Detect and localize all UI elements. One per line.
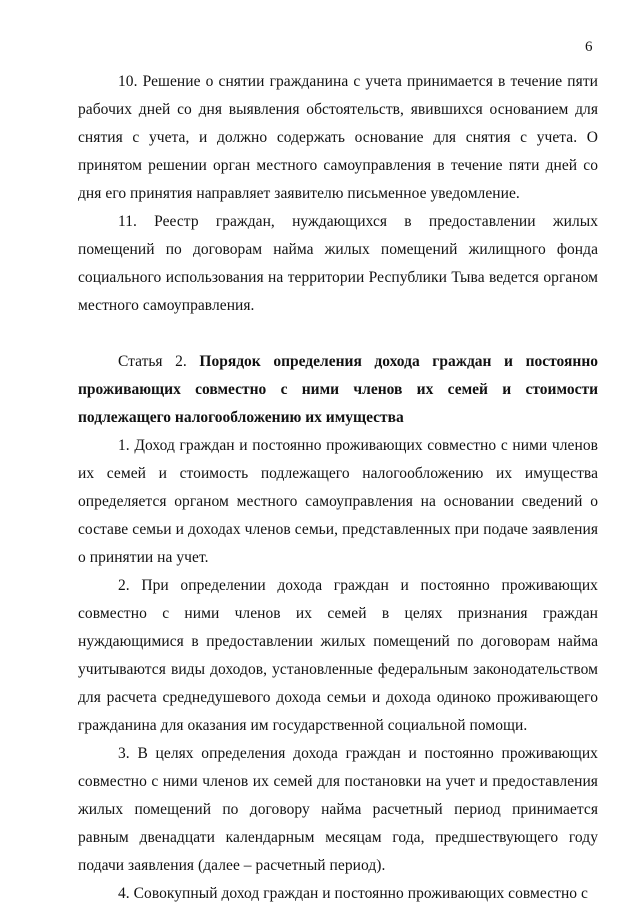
article-paragraph-2: 2. При определении дохода граждан и постоянно проживающих совместно с ними членов их семей в целях признания граждан нуждающимися в предоставлении жилых помещений по договорам найма учитываются виды доходов, установленные федеральным законодательством для расчета среднедушевого дохода семьи и дохода одиноко проживающего гражданина для оказания им государственной социальной помощи. — [78, 577, 598, 734]
article-paragraph-4: 4. Совокупный доход граждан и постоянно проживающих совместно с — [118, 885, 588, 902]
article-heading — [78, 348, 598, 432]
article-title: Порядок определения дохода граждан и постоянно проживающих совместно с ними членов их семей и стоимости подлежащего налогообложению их имущества — [78, 353, 599, 426]
section-spacer — [78, 320, 598, 348]
document-body — [78, 68, 598, 908]
article-paragraph-1: 1. Доход граждан и постоянно проживающих совместно с ними членов их семей и стоимость подлежащего налогообложению их имущества определяется органом местного самоуправления на основании сведений о составе семьи и доходах членов семьи, представленных при подаче заявления о принятии на учет. — [78, 437, 598, 566]
article-label: Статья 2. — [118, 353, 187, 370]
paragraph-10: 10. Решение о снятии гражданина с учета принимается в течение пяти рабочих дней со дня выявления обстоятельств, явившихся основанием для снятия с учета, и должно содержать основание для снятия с учета. О принятом решении орган местного самоуправления в течение пяти дней со дня его принятия направляет заявителю письменное уведомление. — [78, 73, 598, 202]
article-paragraph-3: 3. В целях определения дохода граждан и постоянно проживающих совместно с ними членов их семей для постановки на учет и предоставления жилых помещений по договору найма расчетный период принимается равным двенадцати календарным месяцам года, предшествующего году подачи заявления (далее – расчетный период). — [78, 745, 598, 874]
paragraph-11: 11. Реестр граждан, нуждающихся в предоставлении жилых помещений по договорам найма жилых помещений жилищного фонда социального использования на территории Республики Тыва ведется органом местного самоуправления. — [78, 213, 598, 314]
page-number: 6 — [585, 39, 593, 55]
